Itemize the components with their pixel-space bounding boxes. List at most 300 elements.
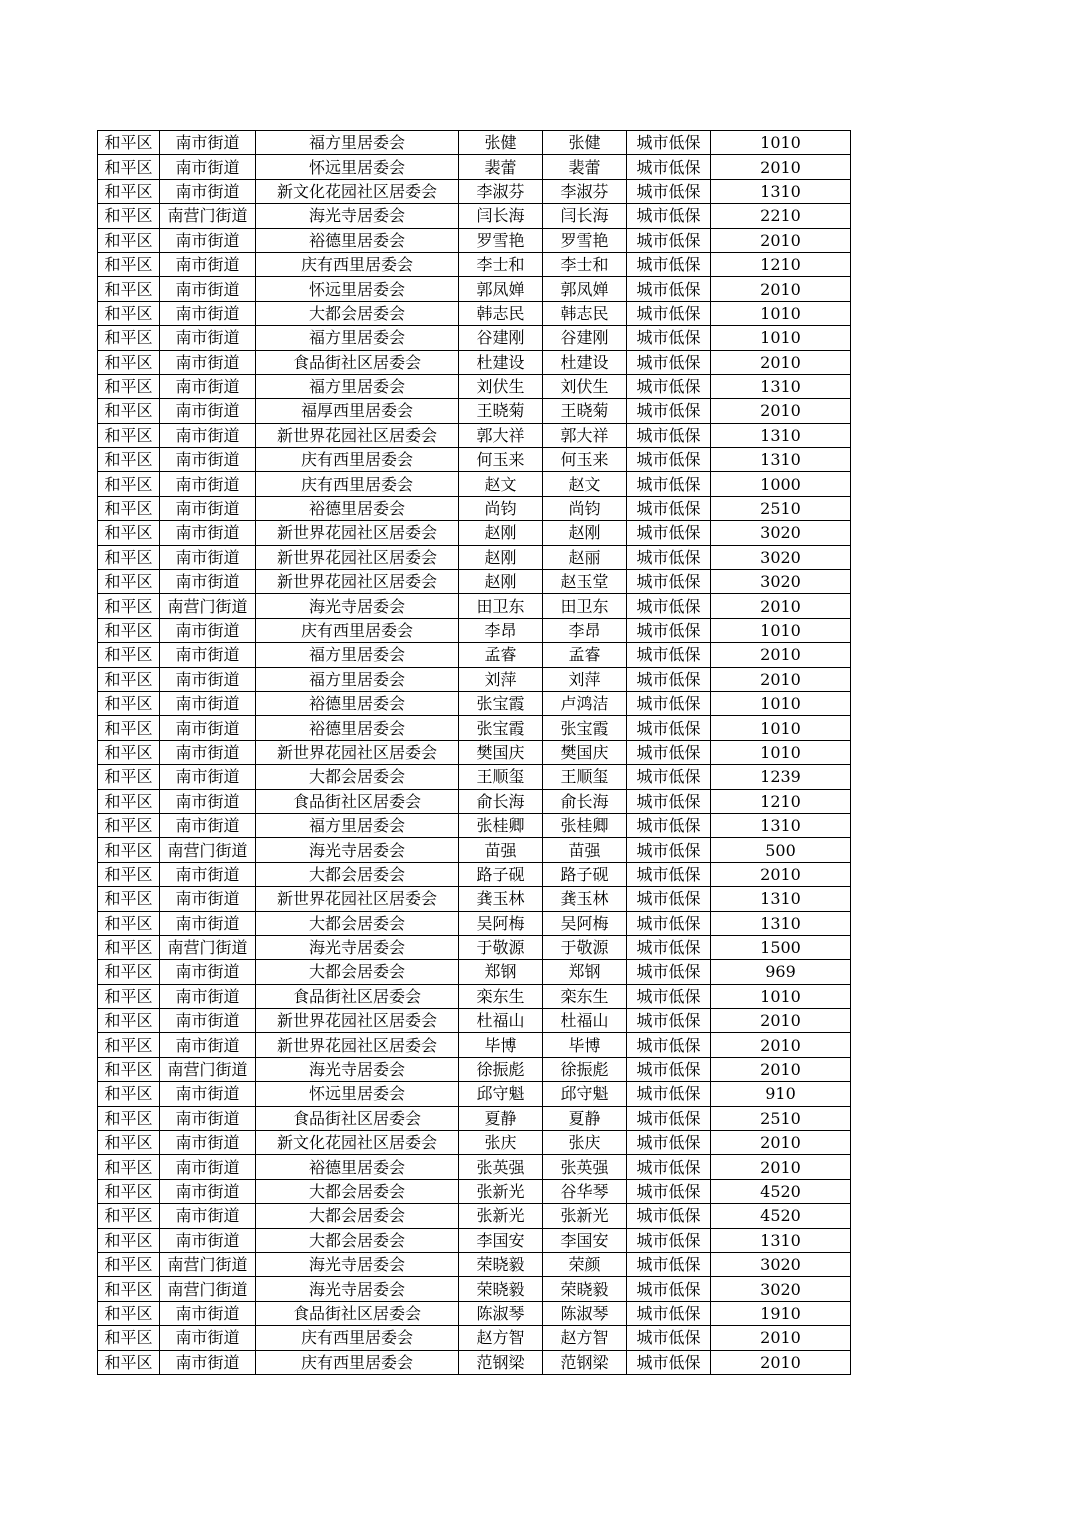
committee-cell: 新世界花园社区居委会 <box>256 570 459 594</box>
district-cell: 和平区 <box>98 691 160 715</box>
amount-cell: 2010 <box>711 1033 851 1057</box>
committee-cell: 怀远里居委会 <box>256 1082 459 1106</box>
type-cell: 城市低保 <box>627 399 711 423</box>
amount-cell: 2510 <box>711 496 851 520</box>
applicant-cell: 李国安 <box>459 1228 543 1252</box>
applicant-cell: 郑钢 <box>459 960 543 984</box>
member-cell: 于敬源 <box>543 935 627 959</box>
member-cell: 郭凤婵 <box>543 277 627 301</box>
member-cell: 王晓菊 <box>543 399 627 423</box>
district-cell: 和平区 <box>98 204 160 228</box>
applicant-cell: 杜建设 <box>459 350 543 374</box>
committee-cell: 福方里居委会 <box>256 374 459 398</box>
member-cell: 徐振彪 <box>543 1057 627 1081</box>
type-cell: 城市低保 <box>627 594 711 618</box>
street-cell: 南市街道 <box>160 887 256 911</box>
type-cell: 城市低保 <box>627 838 711 862</box>
amount-cell: 1239 <box>711 765 851 789</box>
applicant-cell: 张新光 <box>459 1204 543 1228</box>
table-row <box>98 1301 851 1325</box>
table-row <box>98 399 851 423</box>
district-cell: 和平区 <box>98 252 160 276</box>
member-cell: 樊国庆 <box>543 740 627 764</box>
table-row <box>98 131 851 155</box>
applicant-cell: 赵刚 <box>459 570 543 594</box>
type-cell: 城市低保 <box>627 545 711 569</box>
table-row <box>98 643 851 667</box>
data-table <box>97 130 851 1375</box>
street-cell: 南市街道 <box>160 1155 256 1179</box>
member-cell: 李士和 <box>543 252 627 276</box>
member-cell: 俞长海 <box>543 789 627 813</box>
applicant-cell: 裴蕾 <box>459 155 543 179</box>
street-cell: 南市街道 <box>160 472 256 496</box>
street-cell: 南市街道 <box>160 643 256 667</box>
member-cell: 路子砚 <box>543 862 627 886</box>
applicant-cell: 刘萍 <box>459 667 543 691</box>
district-cell: 和平区 <box>98 326 160 350</box>
district-cell: 和平区 <box>98 496 160 520</box>
type-cell: 城市低保 <box>627 1277 711 1301</box>
applicant-cell: 荣晓毅 <box>459 1277 543 1301</box>
member-cell: 郭大祥 <box>543 423 627 447</box>
applicant-cell: 刘伏生 <box>459 374 543 398</box>
table-row <box>98 326 851 350</box>
district-cell: 和平区 <box>98 1106 160 1130</box>
amount-cell: 4520 <box>711 1179 851 1203</box>
table-row <box>98 570 851 594</box>
table-row <box>98 887 851 911</box>
amount-cell: 3020 <box>711 1277 851 1301</box>
amount-cell: 1010 <box>711 618 851 642</box>
street-cell: 南市街道 <box>160 374 256 398</box>
table-row <box>98 472 851 496</box>
table-row <box>98 765 851 789</box>
applicant-cell: 郭大祥 <box>459 423 543 447</box>
street-cell: 南市街道 <box>160 1131 256 1155</box>
table-row <box>98 838 851 862</box>
applicant-cell: 罗雪艳 <box>459 228 543 252</box>
amount-cell: 1010 <box>711 131 851 155</box>
member-cell: 张新光 <box>543 1204 627 1228</box>
applicant-cell: 赵文 <box>459 472 543 496</box>
committee-cell: 食品街社区居委会 <box>256 1301 459 1325</box>
member-cell: 李淑芬 <box>543 179 627 203</box>
applicant-cell: 毕博 <box>459 1033 543 1057</box>
committee-cell: 裕德里居委会 <box>256 228 459 252</box>
district-cell: 和平区 <box>98 887 160 911</box>
member-cell: 赵文 <box>543 472 627 496</box>
committee-cell: 大都会居委会 <box>256 1228 459 1252</box>
table-row <box>98 618 851 642</box>
street-cell: 南市街道 <box>160 1204 256 1228</box>
street-cell: 南市街道 <box>160 496 256 520</box>
street-cell: 南市街道 <box>160 228 256 252</box>
street-cell: 南市街道 <box>160 1228 256 1252</box>
committee-cell: 庆有西里居委会 <box>256 472 459 496</box>
amount-cell: 3020 <box>711 521 851 545</box>
street-cell: 南市街道 <box>160 570 256 594</box>
table-row <box>98 277 851 301</box>
district-cell: 和平区 <box>98 374 160 398</box>
type-cell: 城市低保 <box>627 472 711 496</box>
committee-cell: 福方里居委会 <box>256 326 459 350</box>
table-row <box>98 813 851 837</box>
applicant-cell: 于敬源 <box>459 935 543 959</box>
member-cell: 谷华琴 <box>543 1179 627 1203</box>
amount-cell: 3020 <box>711 570 851 594</box>
table-row <box>98 179 851 203</box>
table-row <box>98 594 851 618</box>
type-cell: 城市低保 <box>627 1252 711 1276</box>
street-cell: 南市街道 <box>160 765 256 789</box>
table-row <box>98 1131 851 1155</box>
street-cell: 南市街道 <box>160 716 256 740</box>
district-cell: 和平区 <box>98 765 160 789</box>
street-cell: 南市街道 <box>160 1106 256 1130</box>
member-cell: 赵玉堂 <box>543 570 627 594</box>
applicant-cell: 夏静 <box>459 1106 543 1130</box>
street-cell: 南市街道 <box>160 277 256 301</box>
table-row <box>98 521 851 545</box>
type-cell: 城市低保 <box>627 155 711 179</box>
district-cell: 和平区 <box>98 301 160 325</box>
type-cell: 城市低保 <box>627 131 711 155</box>
table-row <box>98 1009 851 1033</box>
street-cell: 南市街道 <box>160 1350 256 1374</box>
committee-cell: 庆有西里居委会 <box>256 618 459 642</box>
street-cell: 南市街道 <box>160 813 256 837</box>
type-cell: 城市低保 <box>627 643 711 667</box>
type-cell: 城市低保 <box>627 1326 711 1350</box>
street-cell: 南营门街道 <box>160 204 256 228</box>
committee-cell: 海光寺居委会 <box>256 1252 459 1276</box>
street-cell: 南市街道 <box>160 1082 256 1106</box>
member-cell: 吴阿梅 <box>543 911 627 935</box>
committee-cell: 庆有西里居委会 <box>256 1326 459 1350</box>
type-cell: 城市低保 <box>627 350 711 374</box>
member-cell: 卢鸿洁 <box>543 691 627 715</box>
committee-cell: 裕德里居委会 <box>256 716 459 740</box>
type-cell: 城市低保 <box>627 1350 711 1374</box>
applicant-cell: 闫长海 <box>459 204 543 228</box>
member-cell: 张宝霞 <box>543 716 627 740</box>
member-cell: 荣晓毅 <box>543 1277 627 1301</box>
committee-cell: 裕德里居委会 <box>256 1155 459 1179</box>
amount-cell: 2010 <box>711 228 851 252</box>
table-row <box>98 1326 851 1350</box>
type-cell: 城市低保 <box>627 789 711 813</box>
table-row <box>98 960 851 984</box>
applicant-cell: 徐振彪 <box>459 1057 543 1081</box>
street-cell: 南市街道 <box>160 911 256 935</box>
amount-cell: 2010 <box>711 1155 851 1179</box>
type-cell: 城市低保 <box>627 618 711 642</box>
applicant-cell: 李士和 <box>459 252 543 276</box>
member-cell: 刘萍 <box>543 667 627 691</box>
district-cell: 和平区 <box>98 1326 160 1350</box>
applicant-cell: 田卫东 <box>459 594 543 618</box>
committee-cell: 新文化花园社区居委会 <box>256 179 459 203</box>
district-cell: 和平区 <box>98 862 160 886</box>
amount-cell: 910 <box>711 1082 851 1106</box>
applicant-cell: 荣晓毅 <box>459 1252 543 1276</box>
member-cell: 张桂卿 <box>543 813 627 837</box>
amount-cell: 1310 <box>711 423 851 447</box>
table-row <box>98 350 851 374</box>
type-cell: 城市低保 <box>627 301 711 325</box>
applicant-cell: 谷建刚 <box>459 326 543 350</box>
applicant-cell: 王顺玺 <box>459 765 543 789</box>
street-cell: 南营门街道 <box>160 1252 256 1276</box>
amount-cell: 2010 <box>711 1326 851 1350</box>
amount-cell: 2210 <box>711 204 851 228</box>
type-cell: 城市低保 <box>627 935 711 959</box>
member-cell: 龚玉林 <box>543 887 627 911</box>
type-cell: 城市低保 <box>627 1204 711 1228</box>
committee-cell: 海光寺居委会 <box>256 1277 459 1301</box>
member-cell: 赵方智 <box>543 1326 627 1350</box>
district-cell: 和平区 <box>98 789 160 813</box>
street-cell: 南市街道 <box>160 521 256 545</box>
street-cell: 南市街道 <box>160 399 256 423</box>
applicant-cell: 赵刚 <box>459 545 543 569</box>
applicant-cell: 龚玉林 <box>459 887 543 911</box>
member-cell: 罗雪艳 <box>543 228 627 252</box>
type-cell: 城市低保 <box>627 570 711 594</box>
applicant-cell: 李昂 <box>459 618 543 642</box>
committee-cell: 新世界花园社区居委会 <box>256 1033 459 1057</box>
applicant-cell: 张英强 <box>459 1155 543 1179</box>
street-cell: 南市街道 <box>160 789 256 813</box>
amount-cell: 500 <box>711 838 851 862</box>
table-row <box>98 1228 851 1252</box>
applicant-cell: 张健 <box>459 131 543 155</box>
table-row <box>98 1057 851 1081</box>
district-cell: 和平区 <box>98 399 160 423</box>
type-cell: 城市低保 <box>627 1082 711 1106</box>
applicant-cell: 俞长海 <box>459 789 543 813</box>
type-cell: 城市低保 <box>627 1057 711 1081</box>
amount-cell: 2010 <box>711 594 851 618</box>
committee-cell: 裕德里居委会 <box>256 691 459 715</box>
type-cell: 城市低保 <box>627 1131 711 1155</box>
committee-cell: 新文化花园社区居委会 <box>256 1131 459 1155</box>
applicant-cell: 何玉来 <box>459 448 543 472</box>
street-cell: 南市街道 <box>160 423 256 447</box>
district-cell: 和平区 <box>98 1033 160 1057</box>
committee-cell: 福方里居委会 <box>256 667 459 691</box>
district-cell: 和平区 <box>98 594 160 618</box>
amount-cell: 2010 <box>711 1057 851 1081</box>
committee-cell: 新世界花园社区居委会 <box>256 887 459 911</box>
district-cell: 和平区 <box>98 1155 160 1179</box>
street-cell: 南市街道 <box>160 740 256 764</box>
table-row <box>98 1277 851 1301</box>
table-row <box>98 716 851 740</box>
member-cell: 田卫东 <box>543 594 627 618</box>
type-cell: 城市低保 <box>627 423 711 447</box>
table-row <box>98 423 851 447</box>
member-cell: 赵丽 <box>543 545 627 569</box>
type-cell: 城市低保 <box>627 374 711 398</box>
applicant-cell: 韩志民 <box>459 301 543 325</box>
table-body <box>98 131 851 1375</box>
member-cell: 夏静 <box>543 1106 627 1130</box>
district-cell: 和平区 <box>98 131 160 155</box>
committee-cell: 怀远里居委会 <box>256 155 459 179</box>
table-row <box>98 691 851 715</box>
member-cell: 刘伏生 <box>543 374 627 398</box>
street-cell: 南市街道 <box>160 1301 256 1325</box>
applicant-cell: 赵刚 <box>459 521 543 545</box>
district-cell: 和平区 <box>98 813 160 837</box>
amount-cell: 2010 <box>711 667 851 691</box>
table-row <box>98 1179 851 1203</box>
type-cell: 城市低保 <box>627 984 711 1008</box>
amount-cell: 2010 <box>711 350 851 374</box>
member-cell: 韩志民 <box>543 301 627 325</box>
district-cell: 和平区 <box>98 1252 160 1276</box>
member-cell: 李国安 <box>543 1228 627 1252</box>
applicant-cell: 邱守魁 <box>459 1082 543 1106</box>
table-row <box>98 448 851 472</box>
member-cell: 杜福山 <box>543 1009 627 1033</box>
district-cell: 和平区 <box>98 1350 160 1374</box>
table-row <box>98 228 851 252</box>
street-cell: 南市街道 <box>160 1179 256 1203</box>
committee-cell: 食品街社区居委会 <box>256 350 459 374</box>
committee-cell: 海光寺居委会 <box>256 838 459 862</box>
district-cell: 和平区 <box>98 545 160 569</box>
applicant-cell: 李淑芬 <box>459 179 543 203</box>
type-cell: 城市低保 <box>627 765 711 789</box>
type-cell: 城市低保 <box>627 1179 711 1203</box>
amount-cell: 1310 <box>711 911 851 935</box>
district-cell: 和平区 <box>98 740 160 764</box>
committee-cell: 庆有西里居委会 <box>256 1350 459 1374</box>
district-cell: 和平区 <box>98 350 160 374</box>
type-cell: 城市低保 <box>627 1033 711 1057</box>
district-cell: 和平区 <box>98 1082 160 1106</box>
committee-cell: 大都会居委会 <box>256 911 459 935</box>
type-cell: 城市低保 <box>627 496 711 520</box>
committee-cell: 食品街社区居委会 <box>256 984 459 1008</box>
district-cell: 和平区 <box>98 1131 160 1155</box>
type-cell: 城市低保 <box>627 521 711 545</box>
table-row <box>98 545 851 569</box>
committee-cell: 新世界花园社区居委会 <box>256 1009 459 1033</box>
amount-cell: 969 <box>711 960 851 984</box>
committee-cell: 大都会居委会 <box>256 960 459 984</box>
type-cell: 城市低保 <box>627 667 711 691</box>
district-cell: 和平区 <box>98 1228 160 1252</box>
district-cell: 和平区 <box>98 643 160 667</box>
table-row <box>98 935 851 959</box>
table-row <box>98 1082 851 1106</box>
member-cell: 谷建刚 <box>543 326 627 350</box>
table-row <box>98 1033 851 1057</box>
committee-cell: 大都会居委会 <box>256 1204 459 1228</box>
type-cell: 城市低保 <box>627 228 711 252</box>
member-cell: 郑钢 <box>543 960 627 984</box>
street-cell: 南营门街道 <box>160 935 256 959</box>
amount-cell: 1010 <box>711 716 851 740</box>
member-cell: 李昂 <box>543 618 627 642</box>
committee-cell: 新世界花园社区居委会 <box>256 423 459 447</box>
amount-cell: 1310 <box>711 448 851 472</box>
street-cell: 南市街道 <box>160 179 256 203</box>
committee-cell: 大都会居委会 <box>256 765 459 789</box>
table-row <box>98 740 851 764</box>
amount-cell: 1210 <box>711 252 851 276</box>
type-cell: 城市低保 <box>627 911 711 935</box>
street-cell: 南市街道 <box>160 252 256 276</box>
amount-cell: 2010 <box>711 399 851 423</box>
street-cell: 南市街道 <box>160 984 256 1008</box>
type-cell: 城市低保 <box>627 740 711 764</box>
amount-cell: 2010 <box>711 1009 851 1033</box>
committee-cell: 大都会居委会 <box>256 1179 459 1203</box>
district-cell: 和平区 <box>98 155 160 179</box>
district-cell: 和平区 <box>98 570 160 594</box>
applicant-cell: 尚钧 <box>459 496 543 520</box>
applicant-cell: 苗强 <box>459 838 543 862</box>
street-cell: 南市街道 <box>160 1009 256 1033</box>
type-cell: 城市低保 <box>627 204 711 228</box>
table-row <box>98 984 851 1008</box>
member-cell: 裴蕾 <box>543 155 627 179</box>
committee-cell: 新世界花园社区居委会 <box>256 521 459 545</box>
committee-cell: 海光寺居委会 <box>256 935 459 959</box>
type-cell: 城市低保 <box>627 1301 711 1325</box>
table-row <box>98 1204 851 1228</box>
applicant-cell: 栾东生 <box>459 984 543 1008</box>
street-cell: 南市街道 <box>160 667 256 691</box>
district-cell: 和平区 <box>98 1009 160 1033</box>
committee-cell: 裕德里居委会 <box>256 496 459 520</box>
street-cell: 南市街道 <box>160 545 256 569</box>
applicant-cell: 张宝霞 <box>459 716 543 740</box>
committee-cell: 海光寺居委会 <box>256 1057 459 1081</box>
amount-cell: 1310 <box>711 179 851 203</box>
table-row <box>98 374 851 398</box>
district-cell: 和平区 <box>98 521 160 545</box>
type-cell: 城市低保 <box>627 862 711 886</box>
district-cell: 和平区 <box>98 618 160 642</box>
street-cell: 南市街道 <box>160 862 256 886</box>
amount-cell: 2010 <box>711 643 851 667</box>
committee-cell: 大都会居委会 <box>256 301 459 325</box>
applicant-cell: 樊国庆 <box>459 740 543 764</box>
table-row <box>98 667 851 691</box>
district-cell: 和平区 <box>98 1179 160 1203</box>
member-cell: 孟睿 <box>543 643 627 667</box>
member-cell: 何玉来 <box>543 448 627 472</box>
member-cell: 张健 <box>543 131 627 155</box>
street-cell: 南营门街道 <box>160 838 256 862</box>
applicant-cell: 郭凤婵 <box>459 277 543 301</box>
applicant-cell: 张桂卿 <box>459 813 543 837</box>
committee-cell: 食品街社区居委会 <box>256 1106 459 1130</box>
member-cell: 陈淑琴 <box>543 1301 627 1325</box>
member-cell: 毕博 <box>543 1033 627 1057</box>
district-cell: 和平区 <box>98 716 160 740</box>
member-cell: 荣颜 <box>543 1252 627 1276</box>
type-cell: 城市低保 <box>627 691 711 715</box>
district-cell: 和平区 <box>98 1301 160 1325</box>
member-cell: 邱守魁 <box>543 1082 627 1106</box>
